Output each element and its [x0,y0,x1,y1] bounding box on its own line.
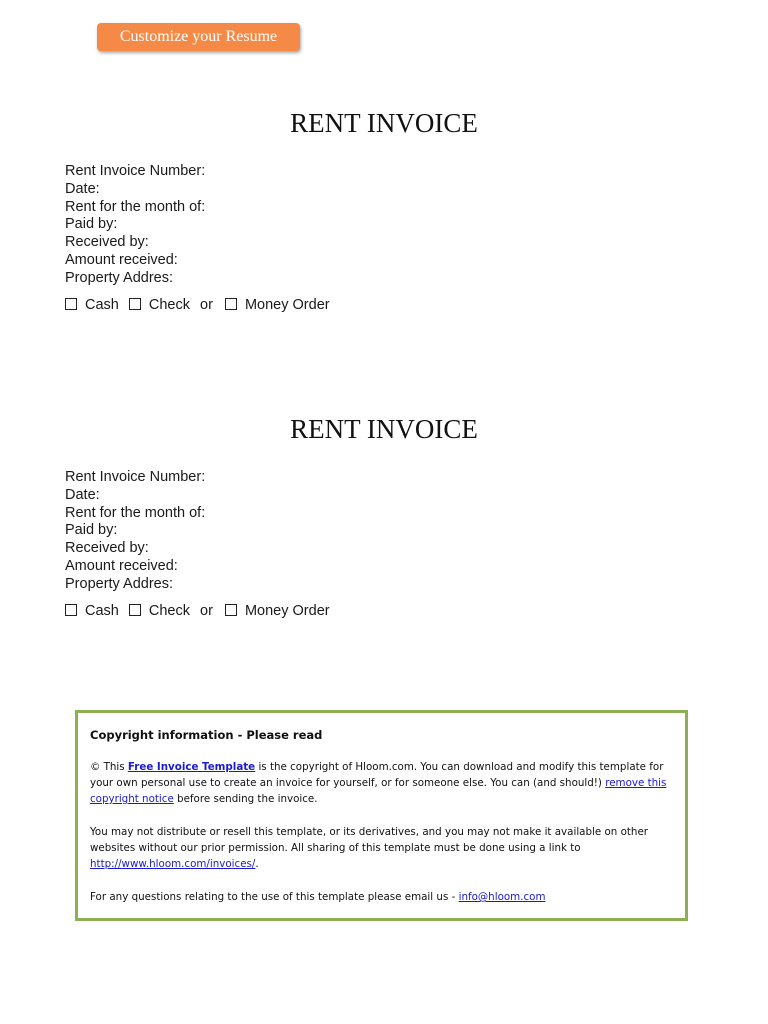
free-invoice-template-link[interactable]: Free Invoice Template [127,761,256,773]
money-order-checkbox[interactable] [225,604,237,616]
money-order-label: Money Order [244,603,330,620]
field-property-address: Property Addres: [65,269,173,286]
field-property-address: Property Addres: [65,575,173,592]
copyright-heading: Copyright information - Please read [90,728,323,742]
copyright-notice-box [75,710,688,921]
field-paid-by: Paid by: [65,522,118,539]
invoice-title: RENT INVOICE [290,108,478,138]
field-amount-received: Amount received: [65,251,178,268]
remove-copyright-notice-link[interactable]: remove this copyright notice [90,777,667,805]
check-label: Check [148,603,190,620]
invoice-title: RENT INVOICE [290,414,478,444]
field-rent-month: Rent for the month of: [65,198,206,215]
copyright-prefix: © This [90,761,128,773]
cash-label: Cash [85,297,119,314]
field-received-by: Received by: [65,540,149,557]
copyright-paragraph-3 [90,889,673,905]
contact-text: For any questions relating to the use of this template please email us - [90,891,459,903]
copyright-paragraph-2 [90,824,673,872]
copyright-body: is the copyright of Hloom.com. You can download and modify this template for your own personal use to create an invoice for yourself, or for someone else. You can (and should!) [90,761,664,789]
invoice-fields [65,163,205,288]
customize-resume-button[interactable]: Customize your Resume [97,23,300,51]
distribution-suffix: . [255,858,259,870]
field-invoice-number: Rent Invoice Number: [65,163,206,179]
check-checkbox[interactable] [129,604,141,616]
cash-label: Cash [85,603,119,620]
money-order-checkbox[interactable] [225,298,237,310]
field-date: Date: [65,486,100,503]
rent-invoice-2 [0,411,768,620]
money-order-label: Money Order [244,297,330,314]
invoice-fields [65,469,205,594]
field-invoice-number: Rent Invoice Number: [65,469,206,485]
distribution-text: You may not distribute or resell this template, or its derivatives, and you may not make it available on other websites without our prior permission. All sharing of this template must be done using a link to [90,826,649,854]
field-received-by: Received by: [65,234,149,251]
or-connector: or [200,297,213,314]
field-amount-received: Amount received: [65,557,178,574]
rent-invoice-1 [0,105,768,314]
check-label: Check [148,297,190,314]
copyright-paragraph-1 [90,759,673,807]
field-date: Date: [65,180,100,197]
field-rent-month: Rent for the month of: [65,504,206,521]
contact-email-link[interactable]: info@hloom.com [458,891,546,903]
field-paid-by: Paid by: [65,216,118,233]
or-connector: or [200,603,213,620]
cash-checkbox[interactable] [65,298,77,310]
copyright-suffix: before sending the invoice. [173,793,318,805]
payment-method-options [65,297,336,313]
cash-checkbox[interactable] [65,604,77,616]
payment-method-options [65,603,336,619]
hloom-invoices-link[interactable]: http://www.hloom.com/invoices/ [90,858,256,870]
check-checkbox[interactable] [129,298,141,310]
